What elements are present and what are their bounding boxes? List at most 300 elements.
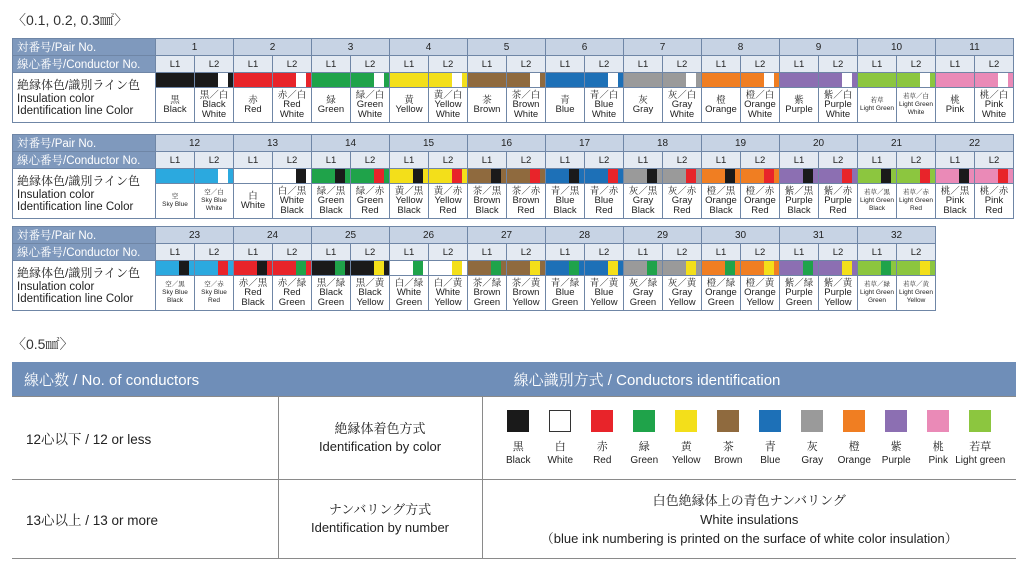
conductor-number: L1 xyxy=(702,56,741,73)
insulation-color-swatch xyxy=(618,169,623,183)
color-label xyxy=(13,261,156,311)
insulation-color-swatch xyxy=(735,261,740,275)
identification-line-swatch xyxy=(608,73,618,87)
numbering-desc-en2: （blue ink numbering is printed on the surface of white color insulation） xyxy=(540,530,958,546)
insulation-color-swatch xyxy=(351,261,374,275)
conductor-number: L1 xyxy=(390,56,429,73)
color-swatch-cell xyxy=(585,261,624,276)
color-name: 青／緑 Blue Green xyxy=(546,276,585,311)
insulation-color-swatch xyxy=(384,73,389,87)
insulation-color-swatch xyxy=(624,169,647,183)
pair-number: 20 xyxy=(780,135,858,152)
insulation-color-swatch xyxy=(663,169,686,183)
pair-number: 23 xyxy=(156,227,234,244)
color-swatch-cell xyxy=(624,261,663,276)
pair-number: 10 xyxy=(858,39,936,56)
color-label-line: 絶縁体色/識別ライン色 xyxy=(17,174,140,188)
insulation-color-swatch xyxy=(585,261,608,275)
color-swatch-cell xyxy=(156,261,195,276)
pair-number: 4 xyxy=(390,39,468,56)
identification-line-swatch xyxy=(803,261,813,275)
insulation-color-swatch xyxy=(1008,73,1013,87)
pair-no-label: 対番号/Pair No. xyxy=(13,227,156,244)
insulation-color-swatch xyxy=(735,169,740,183)
conductor-number: L1 xyxy=(858,56,897,73)
insulation-color-swatch xyxy=(351,73,374,87)
insulation-color-swatch xyxy=(306,261,311,275)
insulation-color-swatch xyxy=(228,261,233,275)
identification-line-swatch xyxy=(569,261,579,275)
conductor-number: L2 xyxy=(897,56,936,73)
identification-line-swatch xyxy=(647,261,657,275)
insulation-color-swatch xyxy=(306,169,311,183)
insulation-color-swatch xyxy=(696,261,701,275)
color-swatch-cell xyxy=(468,73,507,88)
color-name: 白／黒 White Black xyxy=(273,184,312,219)
color-swatch-cell xyxy=(819,169,858,184)
pair-number: 6 xyxy=(546,39,624,56)
conductor-number: L2 xyxy=(585,56,624,73)
insulation-color-swatch xyxy=(546,169,569,183)
conductor-number: L2 xyxy=(819,244,858,261)
identification-line-swatch xyxy=(374,73,384,87)
insulation-color-swatch xyxy=(351,169,374,183)
color-name: 黒 Black xyxy=(156,88,195,123)
method-by-color-en: Identification by color xyxy=(318,439,442,454)
insulation-color-swatch xyxy=(312,73,350,87)
color-swatch-cell xyxy=(663,261,702,276)
count-12-or-less: 12心以下 / 12 or less xyxy=(12,397,278,480)
color-label-line: 絶縁体色/識別ライン色 xyxy=(17,266,140,280)
conductor-number: L1 xyxy=(312,244,351,261)
legend-jp: 黒 xyxy=(512,441,524,453)
insulation-color-swatch xyxy=(501,169,506,183)
color-name: 紫 Purple xyxy=(780,88,819,123)
legend-jp: 橙 xyxy=(848,441,860,453)
insulation-color-swatch xyxy=(819,261,842,275)
insulation-color-swatch xyxy=(852,73,857,87)
color-name: 黄／赤 Yellow Red xyxy=(429,184,468,219)
empty-cell xyxy=(936,276,1014,311)
color-name: 茶／緑 Brown Green xyxy=(468,276,507,311)
color-label-line: Insulation color xyxy=(17,281,95,293)
color-swatch-cell xyxy=(390,261,429,276)
section-title-05: 〈0.5㎟〉 xyxy=(12,336,74,352)
color-name: 若草／赤 Light Green Red xyxy=(897,184,936,219)
conductor-number: L1 xyxy=(858,244,897,261)
insulation-color-swatch xyxy=(234,261,257,275)
identification-line-swatch xyxy=(491,169,501,183)
pair-table-1 xyxy=(12,38,1014,123)
conductor-number: L1 xyxy=(156,152,195,169)
method-by-color xyxy=(278,397,482,480)
color-name: 空／黒 Sky Blue Black xyxy=(156,276,195,311)
legend-swatch xyxy=(633,410,655,432)
conductor-number: L2 xyxy=(663,152,702,169)
legend-swatch xyxy=(507,410,529,432)
insulation-color-swatch xyxy=(579,261,584,275)
color-name: 空／白 Sky Blue White xyxy=(195,184,234,219)
conductor-number: L2 xyxy=(273,56,312,73)
insulation-color-swatch xyxy=(741,169,764,183)
color-name: 橙／赤 Orange Red xyxy=(741,184,780,219)
color-label-line: Insulation color xyxy=(17,93,95,105)
color-name: 緑／赤 Green Red xyxy=(351,184,390,219)
legend-swatch xyxy=(969,410,991,432)
legend-en: Pink xyxy=(928,455,948,466)
pair-number: 21 xyxy=(858,135,936,152)
color-name: 橙／緑 Orange Green xyxy=(702,276,741,311)
insulation-color-swatch xyxy=(507,261,530,275)
color-name: 桃／赤 Pink Red xyxy=(975,184,1014,219)
color-swatch-cell xyxy=(429,261,468,276)
insulation-color-swatch xyxy=(228,73,233,87)
legend-jp: 赤 xyxy=(596,441,608,453)
conductor-number: L1 xyxy=(702,244,741,261)
insulation-color-swatch xyxy=(462,73,467,87)
legend-swatch xyxy=(591,410,613,432)
conductor-number: L1 xyxy=(156,56,195,73)
insulation-color-swatch xyxy=(195,169,218,183)
insulation-color-swatch xyxy=(540,73,545,87)
color-swatch-cell xyxy=(819,73,858,88)
identification-line-swatch xyxy=(530,261,540,275)
color-swatch-cell xyxy=(819,261,858,276)
conductor-number: L2 xyxy=(195,56,234,73)
insulation-color-swatch xyxy=(423,169,428,183)
color-name: 赤／黒 Red Black xyxy=(234,276,273,311)
identification-line-swatch xyxy=(608,169,618,183)
pair-number: 19 xyxy=(702,135,780,152)
conductor-number: L1 xyxy=(546,56,585,73)
identification-line-swatch xyxy=(179,261,189,275)
pair-number: 12 xyxy=(156,135,234,152)
legend-item xyxy=(749,410,791,466)
insulation-color-swatch xyxy=(429,73,452,87)
color-name: 灰／黄 Gray Yellow xyxy=(663,276,702,311)
color-swatch-cell xyxy=(936,73,975,88)
color-swatch-cell xyxy=(273,73,312,88)
insulation-color-swatch xyxy=(546,261,569,275)
legend-swatch xyxy=(549,410,571,432)
insulation-color-swatch xyxy=(234,169,272,183)
insulation-color-swatch xyxy=(852,261,857,275)
pair-number: 27 xyxy=(468,227,546,244)
color-name: 青／白 Blue White xyxy=(585,88,624,123)
identification-line-swatch xyxy=(413,261,423,275)
legend-swatch xyxy=(717,410,739,432)
color-swatch-cell xyxy=(351,261,390,276)
color-label xyxy=(13,169,156,219)
color-label-line: Insulation color xyxy=(17,189,95,201)
color-swatch-cell xyxy=(663,73,702,88)
color-swatch-cell xyxy=(468,169,507,184)
conductor-no-label: 線心番号/Conductor No. xyxy=(13,152,156,169)
insulation-color-swatch xyxy=(501,261,506,275)
color-swatch-cell xyxy=(897,169,936,184)
method-by-color-jp: 絶縁体着色方式 xyxy=(334,421,426,436)
color-name: 紫／黒 Purple Black xyxy=(780,184,819,219)
identification-line-swatch xyxy=(218,261,228,275)
color-name: 灰／緑 Gray Green xyxy=(624,276,663,311)
legend-item xyxy=(581,410,623,466)
pair-number: 3 xyxy=(312,39,390,56)
conductor-number: L2 xyxy=(351,244,390,261)
color-swatch-cell xyxy=(546,73,585,88)
identification-line-swatch xyxy=(686,169,696,183)
insulation-color-swatch xyxy=(819,73,842,87)
color-swatch-cell xyxy=(273,169,312,184)
color-name: 紫／緑 Purple Green xyxy=(780,276,819,311)
color-name: 青／赤 Blue Red xyxy=(585,184,624,219)
legend-en: Red xyxy=(593,455,612,466)
identification-line-swatch xyxy=(218,169,228,183)
insulation-color-swatch xyxy=(891,261,896,275)
conductor-number: L1 xyxy=(702,152,741,169)
insulation-color-swatch xyxy=(657,261,662,275)
color-name: 灰 Gray xyxy=(624,88,663,123)
color-name: 黄 Yellow xyxy=(390,88,429,123)
conductor-number: L2 xyxy=(195,152,234,169)
insulation-color-swatch xyxy=(780,73,818,87)
insulation-color-swatch xyxy=(657,169,662,183)
legend-en: Light green xyxy=(955,455,1006,466)
identification-line-swatch xyxy=(335,261,345,275)
insulation-color-swatch xyxy=(663,261,686,275)
insulation-color-swatch xyxy=(189,261,194,275)
color-swatch-cell xyxy=(429,73,468,88)
legend-jp: 紫 xyxy=(890,441,902,453)
color-name: 赤／白 Red White xyxy=(273,88,312,123)
insulation-color-swatch xyxy=(624,73,662,87)
insulation-color-swatch xyxy=(702,261,725,275)
insulation-color-swatch xyxy=(228,169,233,183)
color-swatch-cell xyxy=(780,73,819,88)
identification-line-swatch xyxy=(296,73,306,87)
color-swatch-cell xyxy=(702,169,741,184)
insulation-color-swatch xyxy=(195,261,218,275)
conductor-number: L1 xyxy=(546,244,585,261)
insulation-color-swatch xyxy=(774,169,779,183)
insulation-color-swatch xyxy=(507,169,530,183)
conductor-number: L2 xyxy=(507,152,546,169)
numbering-desc-en1: White insulations xyxy=(700,511,799,527)
color-label xyxy=(13,73,156,123)
color-legend-cell xyxy=(482,397,1016,480)
insulation-color-swatch xyxy=(390,73,428,87)
insulation-color-swatch xyxy=(468,261,491,275)
legend-jp: 黄 xyxy=(680,441,692,453)
insulation-color-swatch xyxy=(156,73,194,87)
color-swatch-cell xyxy=(195,261,234,276)
pair-number: 32 xyxy=(858,227,936,244)
pair-number: 7 xyxy=(624,39,702,56)
color-swatch-cell xyxy=(234,169,273,184)
color-name: 赤 Red xyxy=(234,88,273,123)
insulation-color-swatch xyxy=(897,73,920,87)
color-swatch-cell xyxy=(624,73,663,88)
legend-item xyxy=(497,410,539,466)
color-swatch-cell xyxy=(858,261,897,276)
conductor-number: L2 xyxy=(429,244,468,261)
legend-jp: 緑 xyxy=(638,441,650,453)
insulation-color-swatch xyxy=(429,169,452,183)
color-swatch-cell xyxy=(390,169,429,184)
color-swatch-cell xyxy=(195,73,234,88)
color-swatch-cell xyxy=(975,73,1014,88)
identification-line-swatch xyxy=(374,169,384,183)
legend-item xyxy=(917,410,959,466)
identification-line-swatch xyxy=(452,169,462,183)
identification-line-swatch xyxy=(335,169,345,183)
legend-item xyxy=(539,410,581,466)
pair-number: 26 xyxy=(390,227,468,244)
color-swatch-cell xyxy=(858,73,897,88)
conductor-number: L1 xyxy=(546,152,585,169)
pair-number: 15 xyxy=(390,135,468,152)
color-name: 桃 Pink xyxy=(936,88,975,123)
insulation-color-swatch xyxy=(273,73,296,87)
conductor-number: L2 xyxy=(897,244,936,261)
insulation-color-swatch xyxy=(585,169,608,183)
conductor-number: L2 xyxy=(741,244,780,261)
color-name: 灰／赤 Gray Red xyxy=(663,184,702,219)
color-name: 若草／黒 Light Green Black xyxy=(858,184,897,219)
header-conductors-identification: 線心識別方式 / Conductors identification xyxy=(278,362,1016,397)
insulation-color-swatch xyxy=(462,169,467,183)
pair-number: 17 xyxy=(546,135,624,152)
identification-line-swatch xyxy=(725,261,735,275)
identification-line-swatch xyxy=(452,261,462,275)
color-swatch-cell xyxy=(741,73,780,88)
color-label-line: Identification line Color xyxy=(17,105,134,117)
conductor-number: L1 xyxy=(936,152,975,169)
insulation-color-swatch xyxy=(780,169,803,183)
insulation-color-swatch xyxy=(819,169,842,183)
color-swatch-cell xyxy=(507,169,546,184)
pair-number: 25 xyxy=(312,227,390,244)
color-name: 青／黄 Blue Yellow xyxy=(585,276,624,311)
conductor-number: L2 xyxy=(429,152,468,169)
color-swatch-cell xyxy=(195,169,234,184)
color-name: 橙／白 Orange White xyxy=(741,88,780,123)
insulation-color-swatch xyxy=(741,73,764,87)
identification-line-swatch xyxy=(764,261,774,275)
color-swatch-cell xyxy=(351,73,390,88)
conductor-number: L1 xyxy=(624,244,663,261)
color-name: 緑／黒 Green Black xyxy=(312,184,351,219)
legend-swatch xyxy=(927,410,949,432)
color-swatch-cell xyxy=(312,73,351,88)
insulation-color-swatch xyxy=(813,169,818,183)
insulation-color-swatch xyxy=(384,169,389,183)
color-swatch-cell xyxy=(546,261,585,276)
identification-line-swatch xyxy=(686,73,696,87)
insulation-color-swatch xyxy=(975,169,998,183)
insulation-color-swatch xyxy=(345,169,350,183)
legend-item xyxy=(955,410,1006,466)
color-name: 紫／赤 Purple Red xyxy=(819,184,858,219)
identification-line-swatch xyxy=(920,169,930,183)
legend-en: Blue xyxy=(760,455,781,466)
conductor-number: L1 xyxy=(468,152,507,169)
insulation-color-swatch xyxy=(390,261,413,275)
identification-line-swatch xyxy=(920,73,930,87)
color-name: 青 Blue xyxy=(546,88,585,123)
color-swatch-cell xyxy=(702,73,741,88)
insulation-color-swatch xyxy=(930,261,935,275)
color-name: 空／赤 Sky Blue Red xyxy=(195,276,234,311)
color-swatch-cell xyxy=(780,169,819,184)
conductor-number: L2 xyxy=(741,152,780,169)
color-swatch-cell xyxy=(936,169,975,184)
identification-line-swatch xyxy=(374,261,384,275)
insulation-color-swatch xyxy=(462,261,467,275)
color-name: 橙／黄 Orange Yellow xyxy=(741,276,780,311)
insulation-color-swatch xyxy=(195,73,218,87)
insulation-color-swatch xyxy=(780,261,803,275)
legend-en: Yellow xyxy=(671,455,701,466)
color-swatch-cell xyxy=(780,261,819,276)
insulation-color-swatch xyxy=(813,261,818,275)
color-legend xyxy=(483,410,1017,466)
insulation-color-swatch xyxy=(858,73,896,87)
legend-swatch xyxy=(759,410,781,432)
color-name: 茶／黒 Brown Black xyxy=(468,184,507,219)
insulation-color-swatch xyxy=(696,73,701,87)
section-title-small-gauge: 〈0.1, 0.2, 0.3㎟〉 xyxy=(12,12,128,28)
identification-line-swatch xyxy=(296,169,306,183)
color-swatch-cell xyxy=(702,261,741,276)
legend-swatch xyxy=(843,410,865,432)
insulation-color-swatch xyxy=(273,261,296,275)
color-name: 黄／白 Yellow White xyxy=(429,88,468,123)
insulation-color-swatch xyxy=(312,261,335,275)
identification-line-swatch xyxy=(530,73,540,87)
pair-table-2 xyxy=(12,134,1014,219)
pair-number: 24 xyxy=(234,227,312,244)
identification-line-swatch xyxy=(881,261,891,275)
insulation-color-swatch xyxy=(585,73,608,87)
identification-line-swatch xyxy=(842,73,852,87)
conductor-number: L1 xyxy=(858,152,897,169)
insulation-color-swatch xyxy=(702,73,740,87)
conductor-number: L2 xyxy=(273,244,312,261)
insulation-color-swatch xyxy=(468,169,491,183)
color-name: 橙／黒 Orange Black xyxy=(702,184,741,219)
insulation-color-swatch xyxy=(306,73,311,87)
insulation-color-swatch xyxy=(468,73,506,87)
identification-line-swatch xyxy=(413,169,423,183)
conductor-number: L2 xyxy=(741,56,780,73)
insulation-color-swatch xyxy=(540,169,545,183)
method-by-number-en: Identification by number xyxy=(310,520,450,535)
conductor-number: L1 xyxy=(156,244,195,261)
insulation-color-swatch xyxy=(741,261,764,275)
color-name: 橙 Orange xyxy=(702,88,741,123)
identification-line-swatch xyxy=(764,73,774,87)
identification-line-swatch xyxy=(842,169,852,183)
pair-number: 9 xyxy=(780,39,858,56)
insulation-color-swatch xyxy=(930,73,935,87)
insulation-color-swatch xyxy=(618,261,623,275)
color-swatch-cell xyxy=(429,169,468,184)
conductor-number: L1 xyxy=(234,152,273,169)
identification-line-swatch xyxy=(959,169,969,183)
color-name: 灰／黒 Gray Black xyxy=(624,184,663,219)
insulation-color-swatch xyxy=(423,261,428,275)
identification-line-swatch xyxy=(920,261,930,275)
